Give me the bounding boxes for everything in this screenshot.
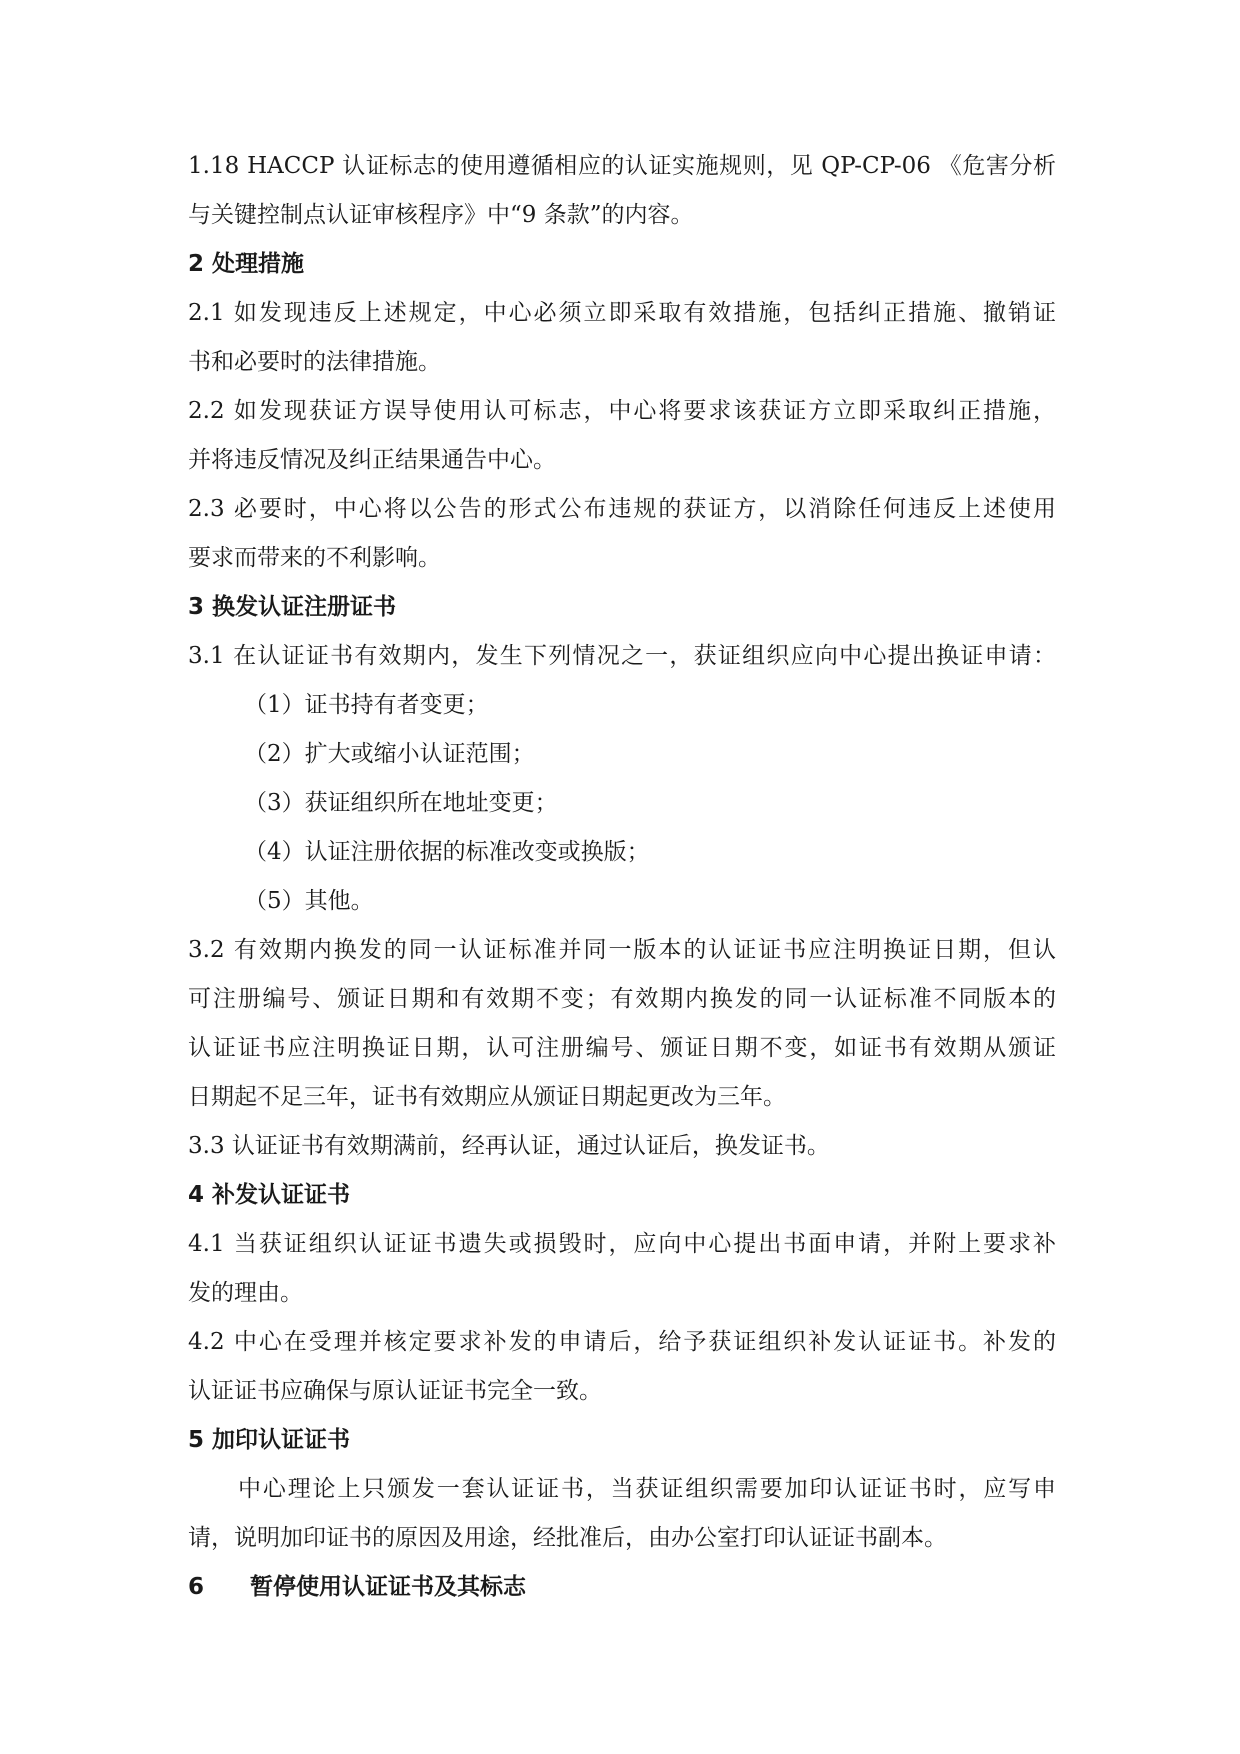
- paragraph-1-18-line-1: 1.18 HACCP 认证标志的使用遵循相应的认证实施规则，见 QP-CP-06 《危害分析: [188, 153, 1056, 179]
- list-item: （4）认证注册依据的标准改变或换版；: [244, 839, 650, 865]
- paragraph-4-1-line-2: 发的理由。: [188, 1280, 303, 1306]
- document-page: [188, 142, 1056, 1612]
- paragraph-4-2-line-2: 认证证书应确保与原认证证书完全一致。: [188, 1378, 602, 1404]
- section-2-heading: 2 处理措施: [188, 251, 305, 277]
- paragraph-2-1-line-1: 2.1 如发现违反上述规定，中心必须立即采取有效措施，包括纠正措施、撤销证: [188, 300, 1056, 326]
- paragraph-3-2-line-2: 可注册编号、颁证日期和有效期不变；有效期内换发的同一认证标准不同版本的: [188, 986, 1056, 1012]
- section-3-heading: 3 换发认证注册证书: [188, 594, 397, 620]
- paragraph-5-line-1: 中心理论上只颁发一套认证证书，当获证组织需要加印认证证书时，应写申: [238, 1476, 1056, 1502]
- paragraph-3-2-line-4: 日期起不足三年，证书有效期应从颁证日期起更改为三年。: [188, 1084, 786, 1110]
- paragraph-2-2-line-1: 2.2 如发现获证方误导使用认可标志，中心将要求该获证方立即采取纠正措施，: [188, 398, 1056, 424]
- section-4-heading: 4 补发认证证书: [188, 1182, 351, 1208]
- list-item: （3）获证组织所在地址变更；: [244, 790, 558, 816]
- paragraph-3-2-line-3: 认证证书应注明换证日期，认可注册编号、颁证日期不变，如证书有效期从颁证: [188, 1035, 1056, 1061]
- section-6-title: 暂停使用认证证书及其标志: [250, 1574, 526, 1600]
- paragraph-4-2-line-1: 4.2 中心在受理并核定要求补发的申请后，给予获证组织补发认证证书。补发的: [188, 1329, 1056, 1355]
- paragraph-4-1-line-1: 4.1 当获证组织认证证书遗失或损毁时，应向中心提出书面申请，并附上要求补: [188, 1231, 1056, 1257]
- paragraph-3-1: 3.1 在认证证书有效期内，发生下列情况之一，获证组织应向中心提出换证申请：: [188, 643, 1056, 669]
- paragraph-1-18-line-2: 与关键控制点认证审核程序》中“9 条款”的内容。: [188, 202, 694, 228]
- paragraph-2-3-line-1: 2.3 必要时，中心将以公告的形式公布违规的获证方，以消除任何违反上述使用: [188, 496, 1056, 522]
- list-item: （1）证书持有者变更；: [244, 692, 489, 718]
- paragraph-2-1-line-2: 书和必要时的法律措施。: [188, 349, 441, 375]
- list-item: （5）其他。: [244, 888, 374, 914]
- paragraph-3-2-line-1: 3.2 有效期内换发的同一认证标准并同一版本的认证证书应注明换证日期，但认: [188, 937, 1056, 963]
- section-6-number: 6: [188, 1574, 205, 1600]
- paragraph-2-3-line-2: 要求而带来的不利影响。: [188, 545, 441, 571]
- section-5-heading: 5 加印认证证书: [188, 1427, 351, 1453]
- paragraph-2-2-line-2: 并将违反情况及纠正结果通告中心。: [188, 447, 556, 473]
- paragraph-5-line-2: 请，说明加印证书的原因及用途，经批准后，由办公室打印认证证书副本。: [188, 1525, 947, 1551]
- paragraph-3-3: 3.3 认证证书有效期满前，经再认证，通过认证后，换发证书。: [188, 1133, 830, 1159]
- list-item: （2）扩大或缩小认证范围；: [244, 741, 535, 767]
- section-6-heading: [188, 1563, 1056, 1612]
